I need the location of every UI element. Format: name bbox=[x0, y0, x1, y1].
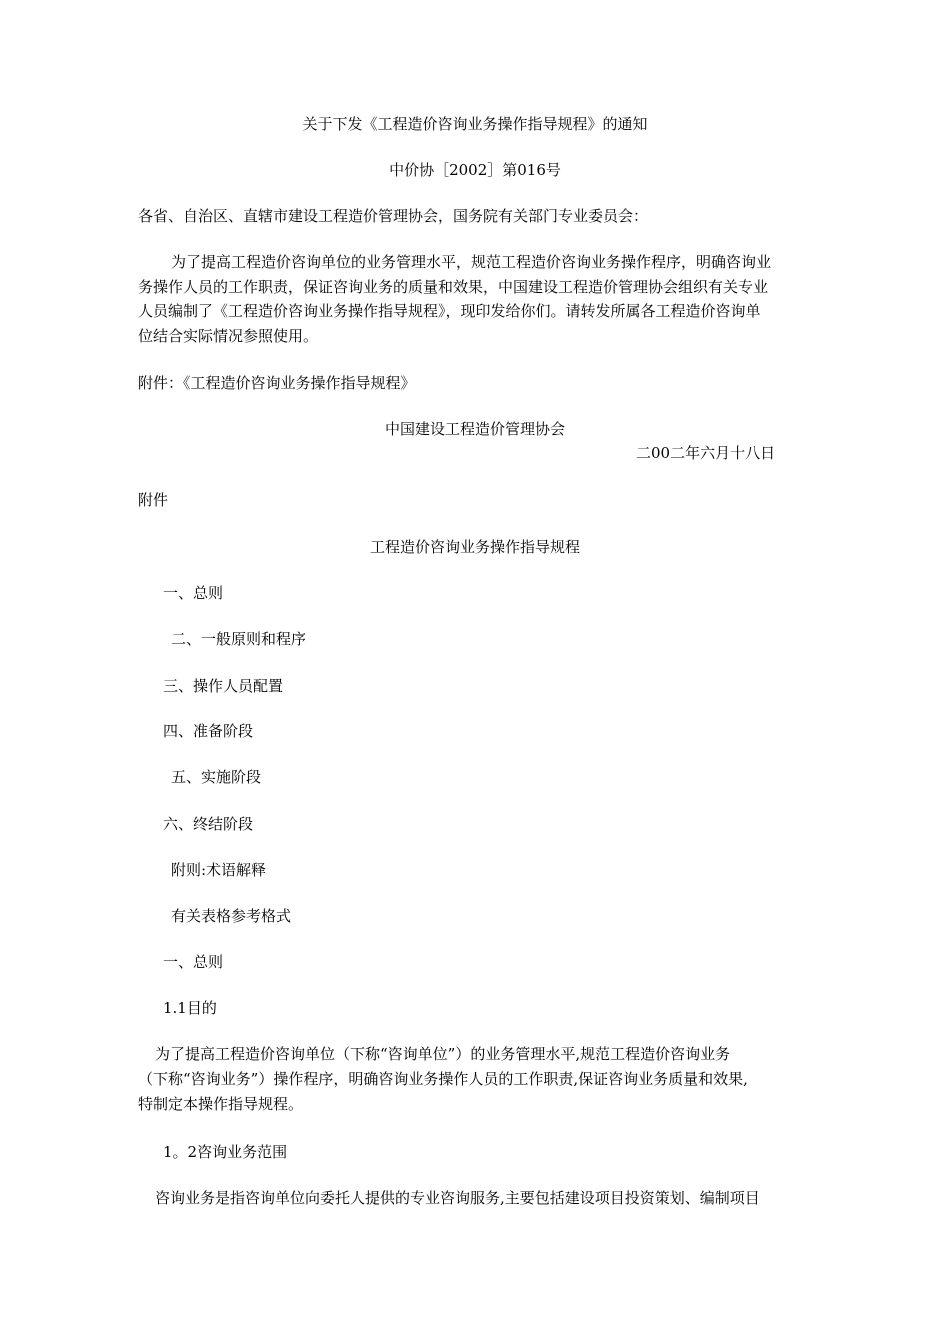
toc-item: 有关表格参考格式 bbox=[171, 907, 292, 925]
s1-1-line-2: （下称“咨询业务”）操作程序，明确咨询业务操作人员的工作职责,保证咨询业务质量和效果, bbox=[138, 1070, 748, 1088]
toc-item: 一、总则 bbox=[163, 584, 224, 602]
subsection-heading: 1.1目的 bbox=[163, 999, 217, 1017]
attachment-label: 附件 bbox=[138, 491, 169, 509]
issuer: 中国建设工程造价管理协会 bbox=[384, 420, 565, 438]
s1-1-line-1: 为了提高工程造价咨询单位（下称“咨询单位”）的业务管理水平,规范工程造价咨询业务 bbox=[155, 1045, 731, 1063]
toc-item: 四、准备阶段 bbox=[163, 722, 254, 740]
toc-item: 六、终结阶段 bbox=[163, 815, 254, 833]
doc-number: 中价协［2002］第016号 bbox=[389, 161, 561, 179]
toc-item: 附则:术语解释 bbox=[171, 861, 267, 879]
s1-1-line-3: 特制定本操作指导规程。 bbox=[138, 1095, 304, 1113]
issue-date: 二00二年六月十八日 bbox=[636, 444, 776, 462]
toc-item: 二、一般原则和程序 bbox=[171, 630, 307, 648]
body-line-4: 位结合实际情况参照使用。 bbox=[138, 327, 319, 345]
section-heading: 一、总则 bbox=[163, 953, 224, 971]
notice-title: 关于下发《工程造价咨询业务操作指导规程》的通知 bbox=[302, 115, 648, 133]
body-line-1: 为了提高工程造价咨询单位的业务管理水平，规范工程造价咨询业务操作程序，明确咨询业 bbox=[171, 253, 772, 271]
body-line-3: 人员编制了《工程造价咨询业务操作指导规程》，现印发给你们。请转发所属各工程造价咨询单 bbox=[138, 302, 761, 320]
toc-item: 三、操作人员配置 bbox=[163, 677, 284, 695]
attachment-title: 工程造价咨询业务操作指导规程 bbox=[369, 538, 580, 556]
body-line-2: 务操作人员的工作职责，保证咨询业务的质量和效果，中国建设工程造价管理协会组织有关专业 bbox=[138, 278, 769, 296]
s1-2-line-1: 咨询业务是指咨询单位向委托人提供的专业咨询服务,主要包括建设项目投资策划、编制项目 bbox=[155, 1189, 760, 1207]
addressees: 各省、自治区、直辖市建设工程造价管理协会，国务院有关部门专业委员会： bbox=[138, 207, 649, 225]
toc-item: 五、实施阶段 bbox=[171, 768, 262, 786]
attachment-reference: 附件：《工程造价咨询业务操作指导规程》 bbox=[138, 374, 416, 392]
subsection-heading: 1。2咨询业务范围 bbox=[163, 1143, 288, 1161]
